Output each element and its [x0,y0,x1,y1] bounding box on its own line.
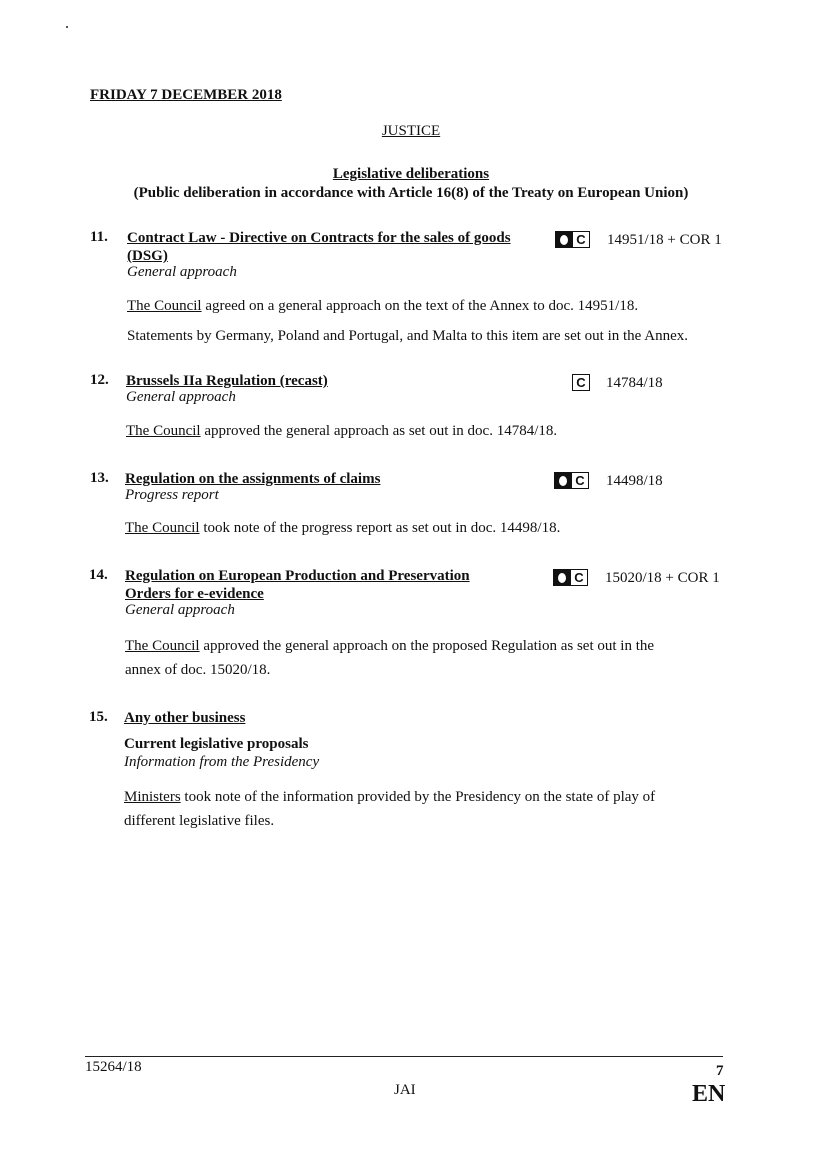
item-outcome [125,634,654,682]
item-title-line: Regulation on European Production and Preservation [125,568,470,584]
doc-reference: 14498/18 [606,473,663,489]
item-title-line: (DSG) [127,248,168,264]
item-number: 13. [90,470,109,486]
date-heading: FRIDAY 7 DECEMBER 2018 [90,87,282,103]
deliberations-subtitle: (Public deliberation in accordance with Article 16(8) of the Treaty on European Union) [133,185,689,201]
item-subheading: Current legislative proposals [124,736,309,752]
section-title: JUSTICE [381,123,441,139]
outcome-lead: Ministers [124,789,181,805]
footer-rule [85,1056,723,1057]
scan-speck [66,26,68,28]
outcome-lead: The Council [127,298,202,314]
item-stage: General approach [125,602,235,618]
outcome-text: approved the general approach on the proposed Regulation as set out in the [199,638,655,654]
council-c-icon: C [571,473,588,488]
outcome-lead: The Council [126,423,201,439]
footer-language: EN [692,1081,726,1107]
outcome-text: annex of doc. 15020/18. [125,662,271,678]
outcome-text: took note of the progress report as set out in doc. 14498/18. [199,520,561,536]
outcome-text: agreed on a general approach on the text of the Annex to doc. 14951/18. [201,298,639,314]
public-session-badge [553,569,588,588]
item-number: 11. [90,229,108,245]
footer-doc-number: 15264/18 [85,1059,142,1075]
item-title-line: Contract Law - Directive on Contracts for the sales of goods [127,230,511,246]
item-title: Regulation on the assignments of claims [125,471,381,487]
outcome-lead: The Council [125,638,200,654]
item-outcome [124,785,655,833]
council-badge [572,374,590,392]
item-statements: Statements by Germany, Poland and Portugal, and Malta to this item are set out in the Annex. [127,328,689,344]
item-title [125,567,470,603]
public-dot-icon [555,473,571,488]
item-outcome [125,516,560,540]
item-number: 12. [90,372,109,388]
outcome-lead: The Council [125,520,200,536]
outcome-text: different legislative files. [124,813,275,829]
doc-reference: 14784/18 [606,375,663,391]
item-stage: General approach [126,389,236,405]
footer-page-number: 7 [716,1063,724,1079]
item-title [127,229,511,265]
public-dot-icon [554,570,570,585]
outcome-text: took note of the information provided by the Presidency on the state of play of [180,789,656,805]
item-stage: Information from the Presidency [124,754,320,770]
doc-reference: 14951/18 + COR 1 [607,232,722,248]
item-title-line: Orders for e-evidence [125,586,264,602]
council-c-icon: C [576,375,586,390]
deliberations-title: Legislative deliberations [332,166,490,182]
item-title: Brussels IIa Regulation (recast) [126,373,328,389]
public-session-badge [555,231,590,250]
item-outcome [126,419,557,443]
item-stage: General approach [127,264,237,280]
item-stage: Progress report [125,487,219,503]
footer-department: JAI [394,1082,416,1098]
outcome-text: approved the general approach as set out in doc. 14784/18. [200,423,558,439]
council-c-icon: C [572,232,589,247]
public-session-badge [554,472,589,491]
item-title: Any other business [124,710,246,726]
item-number: 14. [89,567,108,583]
doc-reference: 15020/18 + COR 1 [605,570,720,586]
public-dot-icon [556,232,572,247]
item-number: 15. [89,709,108,725]
item-outcome [127,294,638,318]
council-c-icon: C [570,570,587,585]
